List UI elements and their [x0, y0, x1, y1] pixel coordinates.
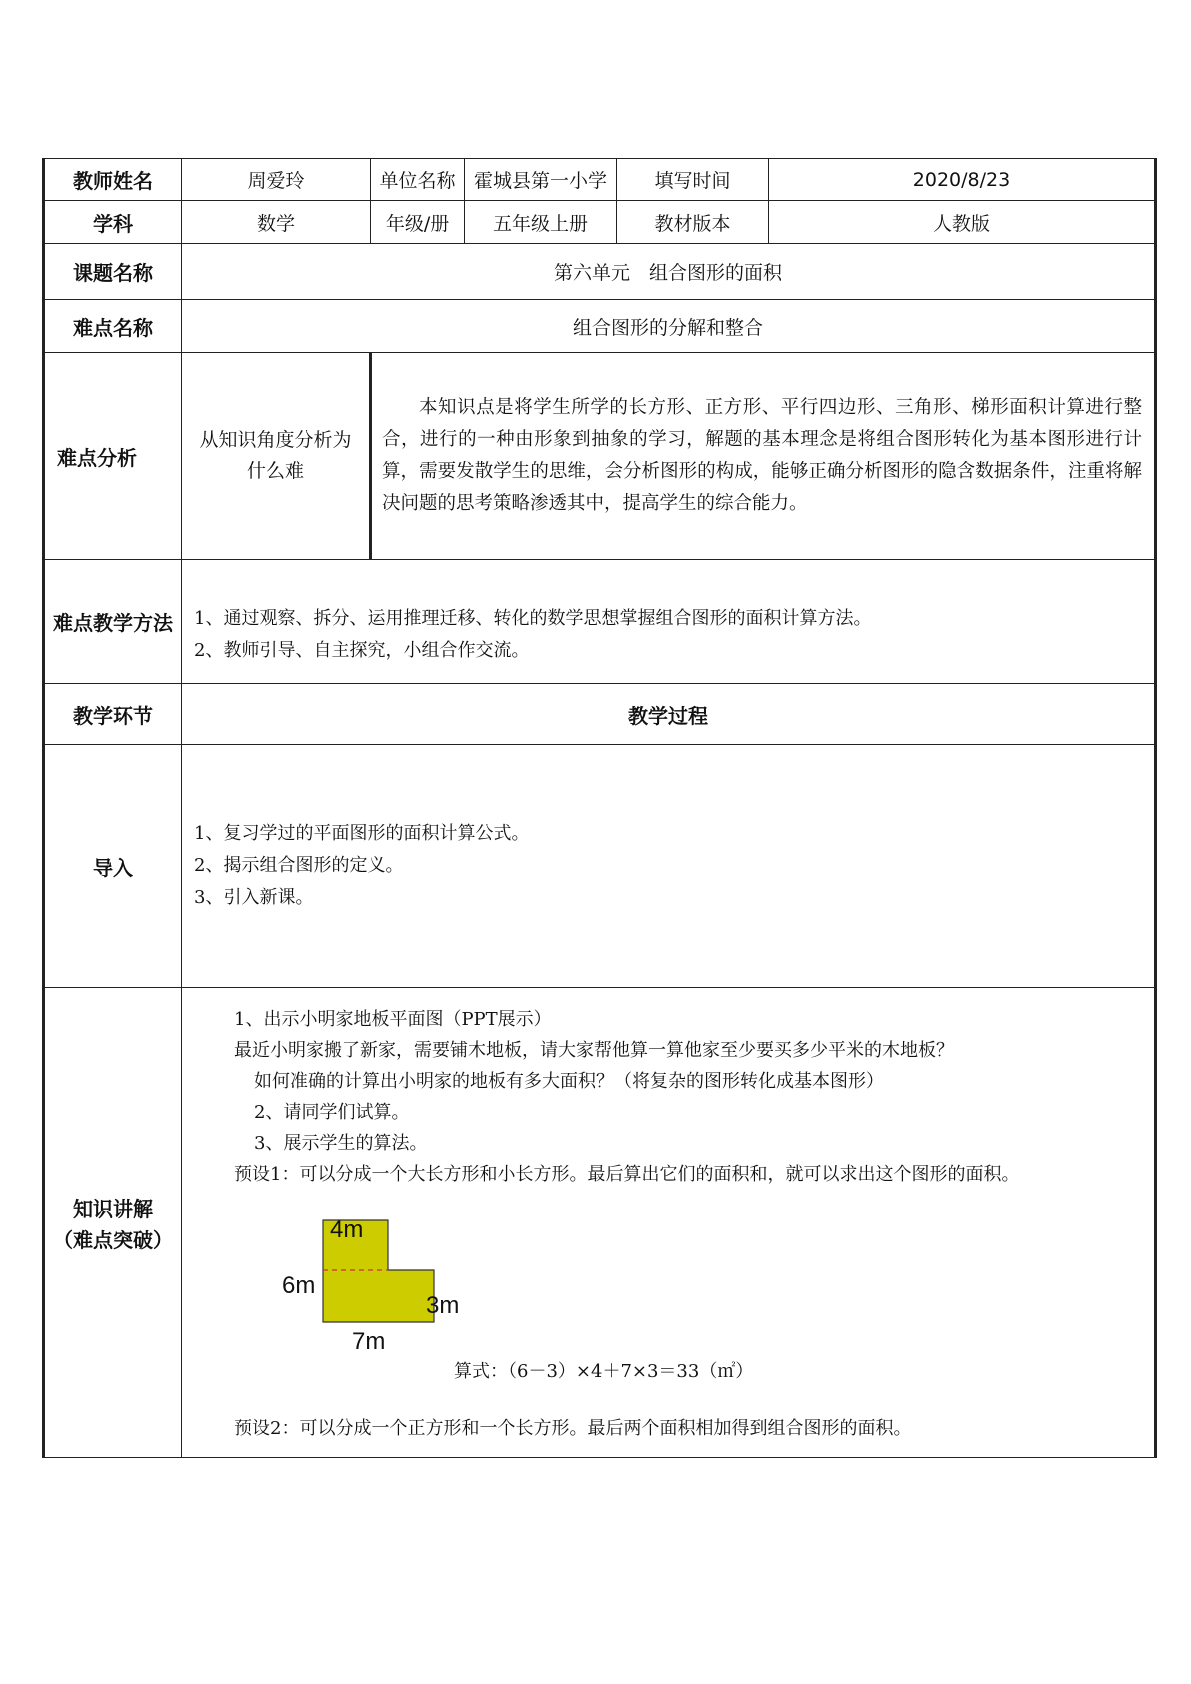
knowledge-row	[44, 988, 1156, 1458]
grade-value: 五年级上册	[465, 201, 617, 244]
knowledge-line-4: 2、请同学们试算。	[254, 1102, 410, 1123]
edition-label: 教材版本	[617, 201, 769, 244]
intro-item-1: 1、复习学过的平面图形的面积计算公式。	[194, 823, 530, 844]
topic-value: 第六单元 组合图形的面积	[182, 244, 1156, 300]
knowledge-line-1: 1、出示小明家地板平面图（PPT展示）	[234, 1009, 552, 1030]
analysis-text: 本知识点是将学生所学的长方形、正方形、平行四边形、三角形、梯形面积计算进行整合，进行的一种由形象到抽象的学习，解题的基本理念是将组合图形转化为基本图形进行计算，需要发散学生的思维，会分析图形的构成，能够正确分析图形的隐含数据条件，注重将解决问题的思考策略渗透其中，提高学生的综合能力。	[382, 397, 1143, 514]
formula-line: 算式：（6－3）×4＋7×3＝33（㎡）	[454, 1361, 754, 1382]
method-item-1: 1、通过观察、拆分、运用推理迁移、转化的数学思想掌握组合图形的面积计算方法。	[194, 607, 872, 629]
difficulty-label: 难点名称	[44, 300, 182, 353]
intro-cell	[182, 745, 1156, 988]
knowledge-line-5: 3、展示学生的算法。	[254, 1133, 428, 1154]
knowledge-label	[44, 988, 182, 1458]
knowledge-label-line-2: （难点突破）	[53, 1227, 173, 1252]
method-cell	[182, 560, 1156, 684]
unit-name-label: 单位名称	[371, 159, 465, 201]
edition-value: 人教版	[769, 201, 1156, 244]
analysis-label: 难点分析	[44, 353, 182, 560]
intro-item-2: 2、揭示组合图形的定义。	[194, 855, 404, 876]
fill-time-value: 2020/8/23	[769, 159, 1156, 201]
method-row	[44, 560, 1156, 684]
topic-label: 课题名称	[44, 244, 182, 300]
figure-top-label: 4m	[330, 1216, 364, 1243]
intro-row	[44, 745, 1156, 988]
process-label: 教学过程	[182, 684, 1156, 745]
fill-time-label: 填写时间	[617, 159, 769, 201]
knowledge-line-6	[194, 1159, 1142, 1190]
knowledge-line-7: 预设2：可以分成一个正方形和一个长方形。最后两个面积相加得到组合图形的面积。	[234, 1418, 912, 1439]
knowledge-label-line-1: 知识讲解	[73, 1196, 153, 1221]
grade-label: 年级/册	[371, 201, 465, 244]
difficulty-row	[44, 300, 1156, 353]
analysis-sublabel: 从知识角度分析为什么难	[182, 353, 371, 560]
analysis-row	[44, 353, 1156, 560]
teacher-name-value: 周爱玲	[182, 159, 371, 201]
knowledge-cell	[182, 988, 1156, 1458]
unit-name-value: 霍城县第一小学	[465, 159, 617, 201]
figure-left-label: 6m	[282, 1272, 316, 1299]
knowledge-line-3: 如何准确的计算出小明家的地板有多大面积？（将复杂的图形转化成基本图形）	[254, 1071, 884, 1092]
topic-row	[44, 244, 1156, 300]
header-row-2	[44, 201, 1156, 244]
knowledge-line-2: 最近小明家搬了新家，需要铺木地板，请大家帮他算一算他家至少要买多少平米的木地板？	[234, 1040, 954, 1061]
subject-value: 数学	[182, 201, 371, 244]
steps-row	[44, 684, 1156, 745]
difficulty-value: 组合图形的分解和整合	[182, 300, 1156, 353]
analysis-text-cell	[371, 353, 1156, 560]
subject-label: 学科	[44, 201, 182, 244]
intro-label: 导入	[44, 745, 182, 988]
lesson-form-table	[42, 158, 1157, 1458]
figure-bottom-label: 7m	[352, 1328, 386, 1355]
teacher-name-label: 教师姓名	[44, 159, 182, 201]
floor-plan-figure	[194, 1190, 1142, 1358]
intro-item-3: 3、引入新课。	[194, 887, 314, 908]
steps-label: 教学环节	[44, 684, 182, 745]
figure-right-label: 3m	[426, 1292, 460, 1319]
method-item-2: 2、教师引导、自主探究，小组合作交流。	[194, 639, 530, 661]
header-row-1	[44, 159, 1156, 201]
method-label: 难点教学方法	[44, 560, 182, 684]
knowledge-line-6-text: 预设1：可以分成一个大长方形和小长方形。最后算出它们的面积和，就可以求出这个图形的面积。	[234, 1164, 1020, 1185]
